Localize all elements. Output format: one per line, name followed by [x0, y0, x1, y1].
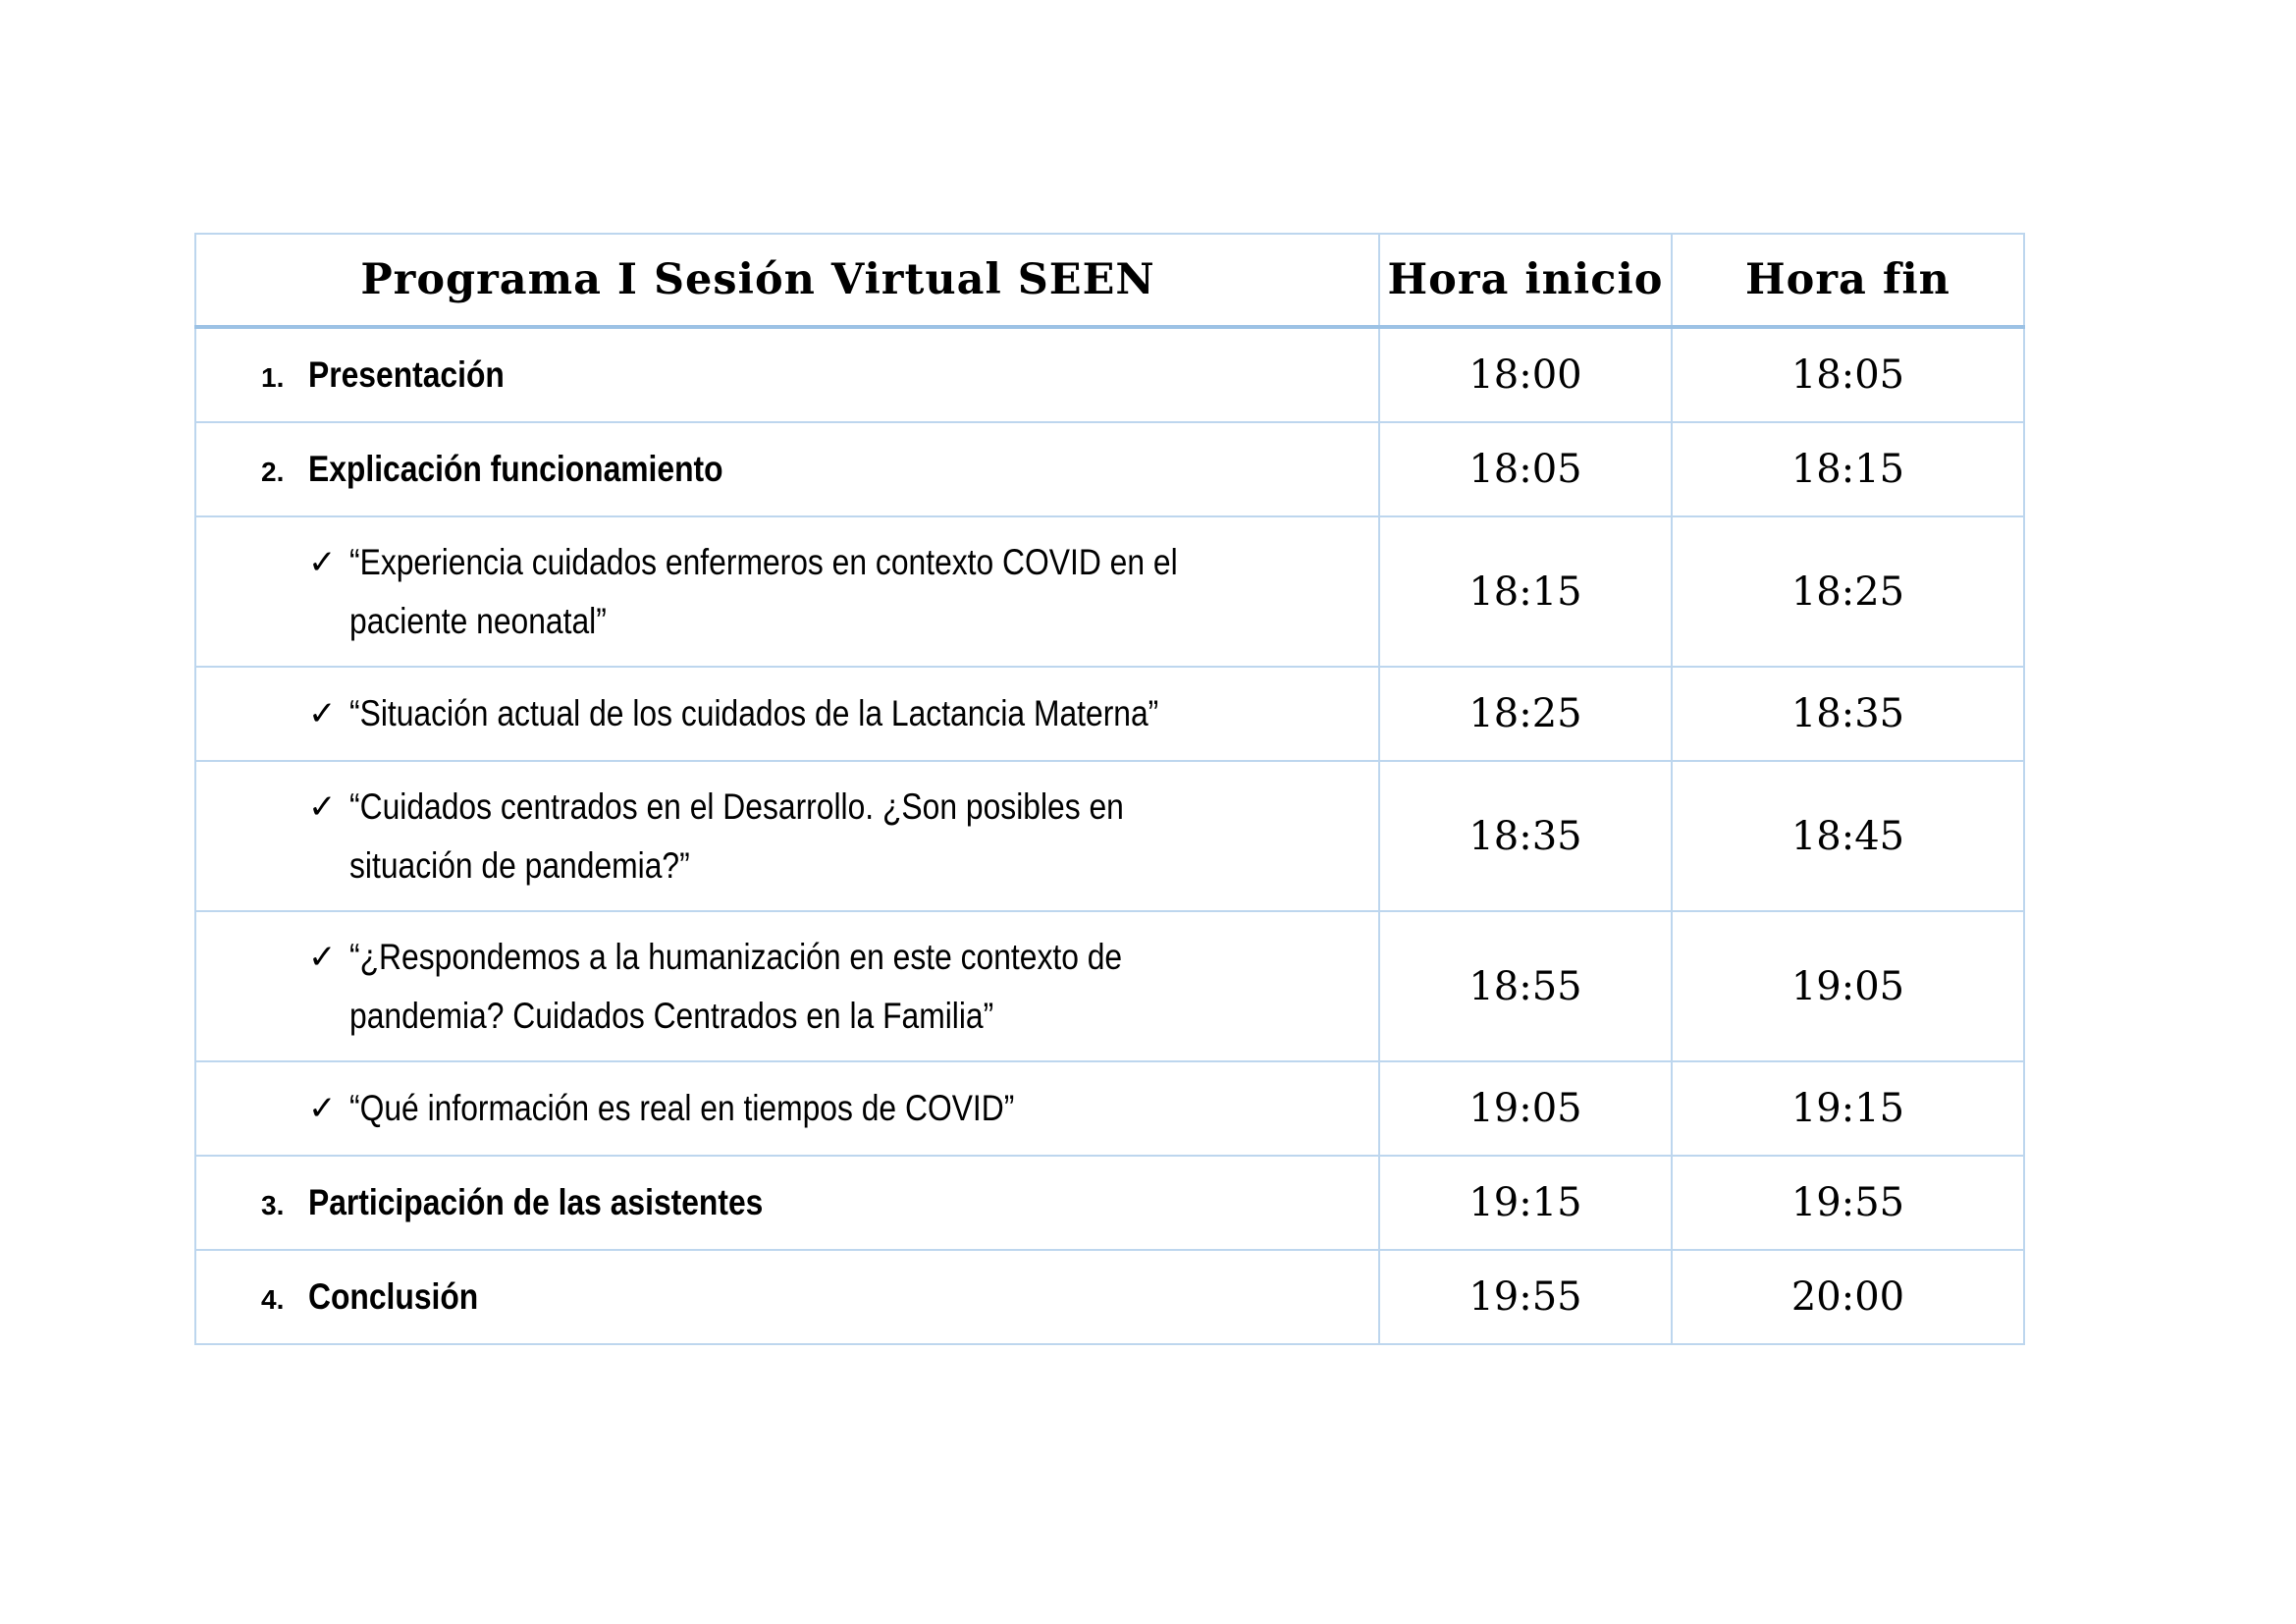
item-number: 2. — [261, 457, 285, 487]
agenda-item-cell — [195, 327, 1379, 422]
item-number: 1. — [261, 362, 285, 393]
table-row — [195, 761, 2024, 911]
agenda-subitem-cell — [195, 667, 1379, 761]
header-row — [195, 234, 2024, 327]
program-table — [194, 233, 2025, 1345]
item-number: 4. — [261, 1284, 285, 1315]
start-time-header: Hora inicio — [1379, 234, 1672, 327]
table-row — [195, 1061, 2024, 1156]
start-time: 19:15 — [1379, 1156, 1672, 1250]
checkmark-icon: ✓ — [308, 1089, 337, 1128]
end-time: 20:00 — [1672, 1250, 2024, 1344]
agenda-subitem-cell — [195, 911, 1379, 1061]
end-time: 19:05 — [1672, 911, 2024, 1061]
table-row — [195, 667, 2024, 761]
start-time: 19:55 — [1379, 1250, 1672, 1344]
end-time: 18:05 — [1672, 327, 2024, 422]
table-row — [195, 911, 2024, 1061]
item-label: Participación de las asistentes — [308, 1182, 764, 1222]
item-number: 3. — [261, 1190, 285, 1220]
subitem-label: “Cuidados centrados en el Desarrollo. ¿Son posibles en situación de pandemia?” — [349, 785, 1125, 886]
start-time: 19:05 — [1379, 1061, 1672, 1156]
checkmark-icon: ✓ — [308, 694, 337, 733]
agenda-subitem-cell — [195, 761, 1379, 911]
start-time: 18:55 — [1379, 911, 1672, 1061]
agenda-item-cell — [195, 422, 1379, 516]
end-time: 18:15 — [1672, 422, 2024, 516]
table-row — [195, 516, 2024, 667]
agenda-item-cell — [195, 1250, 1379, 1344]
item-label: Presentación — [308, 354, 505, 395]
item-label: Explicación funcionamiento — [308, 449, 723, 489]
subitem-label: “Qué información es real en tiempos de COVID” — [349, 1088, 1015, 1128]
start-time: 18:00 — [1379, 327, 1672, 422]
start-time: 18:25 — [1379, 667, 1672, 761]
end-time: 18:45 — [1672, 761, 2024, 911]
agenda-subitem-cell — [195, 1061, 1379, 1156]
start-time: 18:05 — [1379, 422, 1672, 516]
table-row — [195, 1156, 2024, 1250]
subitem-label: “Situación actual de los cuidados de la Lactancia Materna” — [349, 693, 1159, 733]
start-time: 18:15 — [1379, 516, 1672, 667]
end-time: 18:25 — [1672, 516, 2024, 667]
table-row — [195, 422, 2024, 516]
start-time: 18:35 — [1379, 761, 1672, 911]
table-row — [195, 1250, 2024, 1344]
end-time: 19:55 — [1672, 1156, 2024, 1250]
item-label: Conclusión — [308, 1276, 479, 1317]
table-row — [195, 327, 2024, 422]
checkmark-icon: ✓ — [308, 542, 337, 582]
subitem-label: “¿Respondemos a la humanización en este contexto de pandemia? Cuidados Centrados en la Familia” — [349, 936, 1123, 1036]
end-time-header: Hora fin — [1672, 234, 2024, 327]
checkmark-icon: ✓ — [308, 786, 337, 827]
agenda-subitem-cell — [195, 516, 1379, 667]
end-time: 19:15 — [1672, 1061, 2024, 1156]
checkmark-icon: ✓ — [308, 937, 337, 977]
end-time: 18:35 — [1672, 667, 2024, 761]
agenda-item-cell — [195, 1156, 1379, 1250]
subitem-label: “Experiencia cuidados enfermeros en contexto COVID en el paciente neonatal” — [349, 541, 1178, 641]
program-title-header: Programa I Sesión Virtual SEEN — [195, 234, 1379, 327]
